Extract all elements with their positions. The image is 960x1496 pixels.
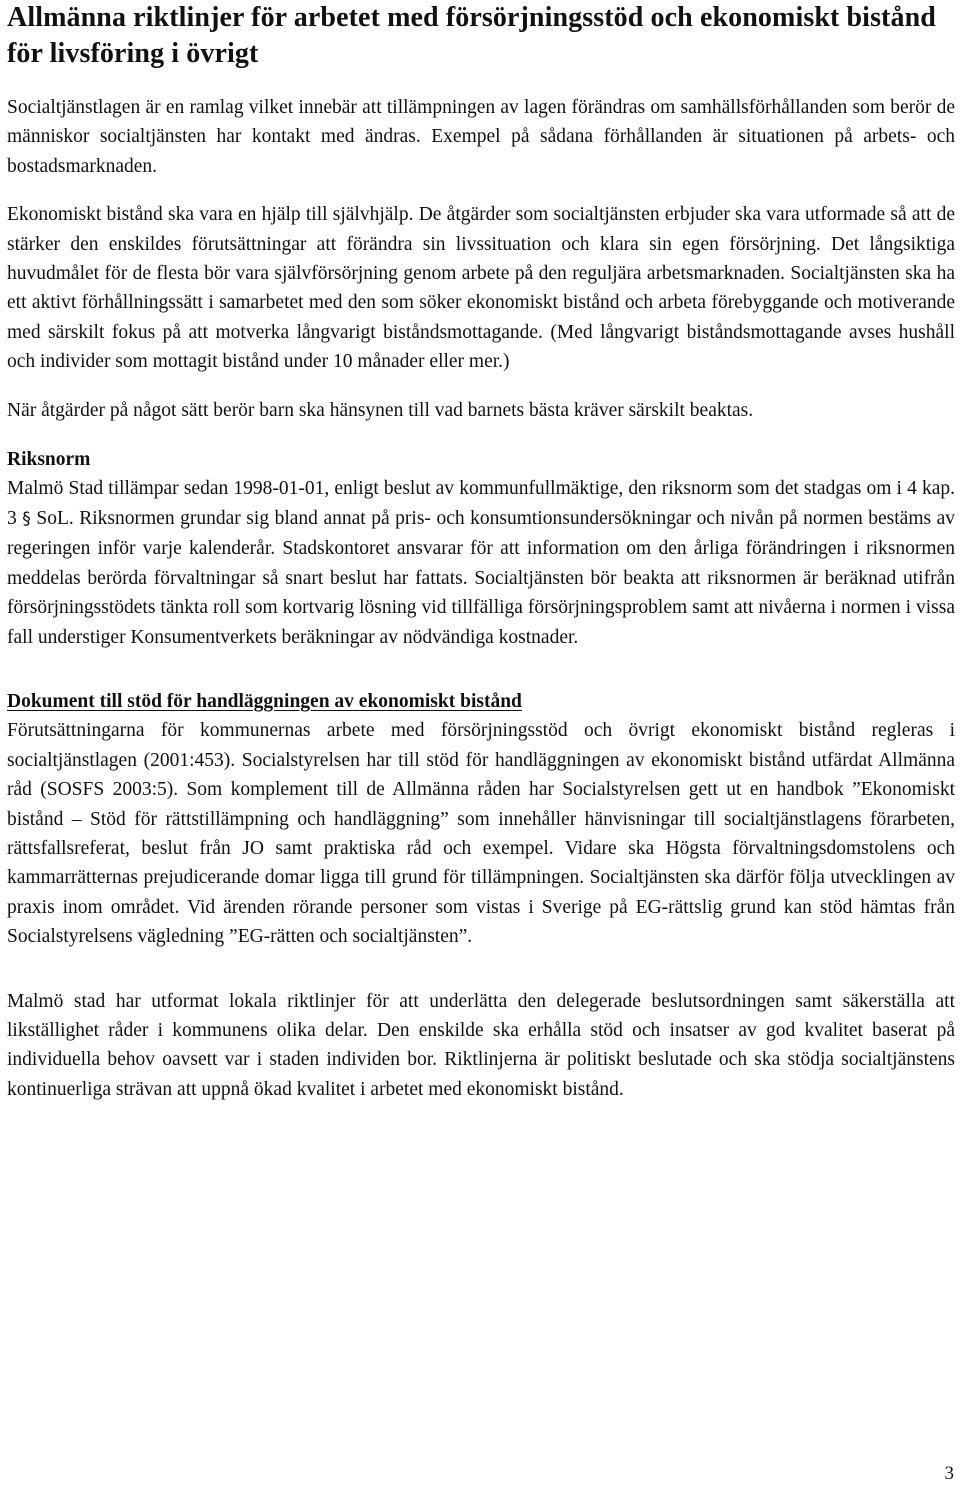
paragraph-self-help: Ekonomiskt bistånd ska vara en hjälp till självhjälp. De åtgärder som socialtjänsten erbjuder ska vara utformade så att de stärker den enskildes förutsättningar att förändra sin livssituation och klara sin egen försörjning. Det långsiktiga huvudmålet för de flesta bör vara självförsörjning genom arbete på den reguljära arbetsmarknaden. Socialtjänsten ska ha ett aktivt förhållningssätt i samarbetet med den som söker ekonomiskt bistånd och arbeta förebyggande och motiverande med särskilt fokus på att motverka långvarigt biståndsmottagande. (Med långvarigt biståndsmottagande avses hushåll och individer som mottagit bistånd under 10 månader eller mer.) — [7, 204, 955, 373]
documents-heading: Dokument till stöd för handläggningen av ekonomiskt bistånd — [7, 690, 522, 712]
paragraph-local-guidelines: Malmö stad har utformat lokala riktlinjer för att underlätta den delegerade beslutsordningen samt säkerställa att likställighet råder i kommunens olika delar. Den enskilde ska erhålla stöd och insatser av god kvalitet baserat på individuella behov oavsett var i staden individen bor. Riktlinjerna är politiskt beslutade och ska stödja socialtjänstens kontinuerliga strävan att uppnå ökad kvalitet i arbetet med ekonomiskt bistånd. — [7, 990, 955, 1100]
paragraph-children: När åtgärder på något sätt berör barn ska hänsynen till vad barnets bästa kräver särskilt beaktas. — [7, 399, 754, 421]
page-number: 3 — [944, 1463, 954, 1484]
document-title: Allmänna riktlinjer för arbetet med försörjningsstöd och ekonomiskt bistånd för livsföring i övrigt — [7, 2, 936, 69]
paragraph-intro: Socialtjänstlagen är en ramlag vilket innebär att tillämpningen av lagen förändras om samhällsförhållanden som berör de människor socialtjänsten har kontakt med ändras. Exempel på sådana förhållanden är situationen på arbets- och bostadsmarknaden. — [7, 97, 955, 177]
paragraph-riksnorm — [7, 474, 955, 651]
riksnorm-text-before: Malmö Stad tillämpar sedan 1998-01-01, enligt beslut av kommunfullmäktige, den riksnorm som det stadgas om i 4 kap. 3 — [7, 478, 955, 529]
riksnorm-text-after: SoL. Riksnormen grundar sig bland annat på pris- och konsumtionsundersökningar och nivån på normen bestäms av regeringen inför varje kalenderår. Stadskontoret ansvarar för att information om den årliga förändringen i riksnormen meddelas berörda förvaltningar så snart beslut har fattats. Socialtjänsten bör beakta att riksnormen är beräknad utifrån försörjningsstödets tänkta roll som kortvarig lösning vid tillfälliga försörjningsproblem samt att nivåerna i normen i vissa fall understiger Konsumentverkets beräkningar av nödvändiga kostnader. — [7, 507, 956, 648]
page-content — [7, 0, 955, 1104]
paragraph-documents: Förutsättningarna för kommunernas arbete med försörjningsstöd och övrigt ekonomiskt bistånd regleras i socialtjänstlagen (2001:453). Socialstyrelsen har till stöd för handläggningen av ekonomiskt bistånd utfärdat Allmänna råd (SOSFS 2003:5). Som komplement till de Allmänna råden har Socialstyrelsen gett ut en handbok ”Ekonomiskt bistånd – Stöd för rättstillämpning och handläggning” som innehåller hänvisningar till socialtjänstlagens förarbeten, rättsfallsreferat, beslut från JO samt praktiska råd och exempel. Vidare ska Högsta förvaltningsdomstolens och kammarrätternas prejudicerande domar ligga till grund för tillämpningen. Socialtjänsten ska därför följa utvecklingen av praxis inom området. Vid ärenden rörande personer som vistas i Sverige på EG-rättslig grund kan stöd hämtas från Socialstyrelsens vägledning ”EG-rätten och socialtjänsten”. — [7, 720, 955, 948]
section-sign: § — [22, 508, 31, 529]
riksnorm-heading: Riksnorm — [7, 449, 91, 471]
